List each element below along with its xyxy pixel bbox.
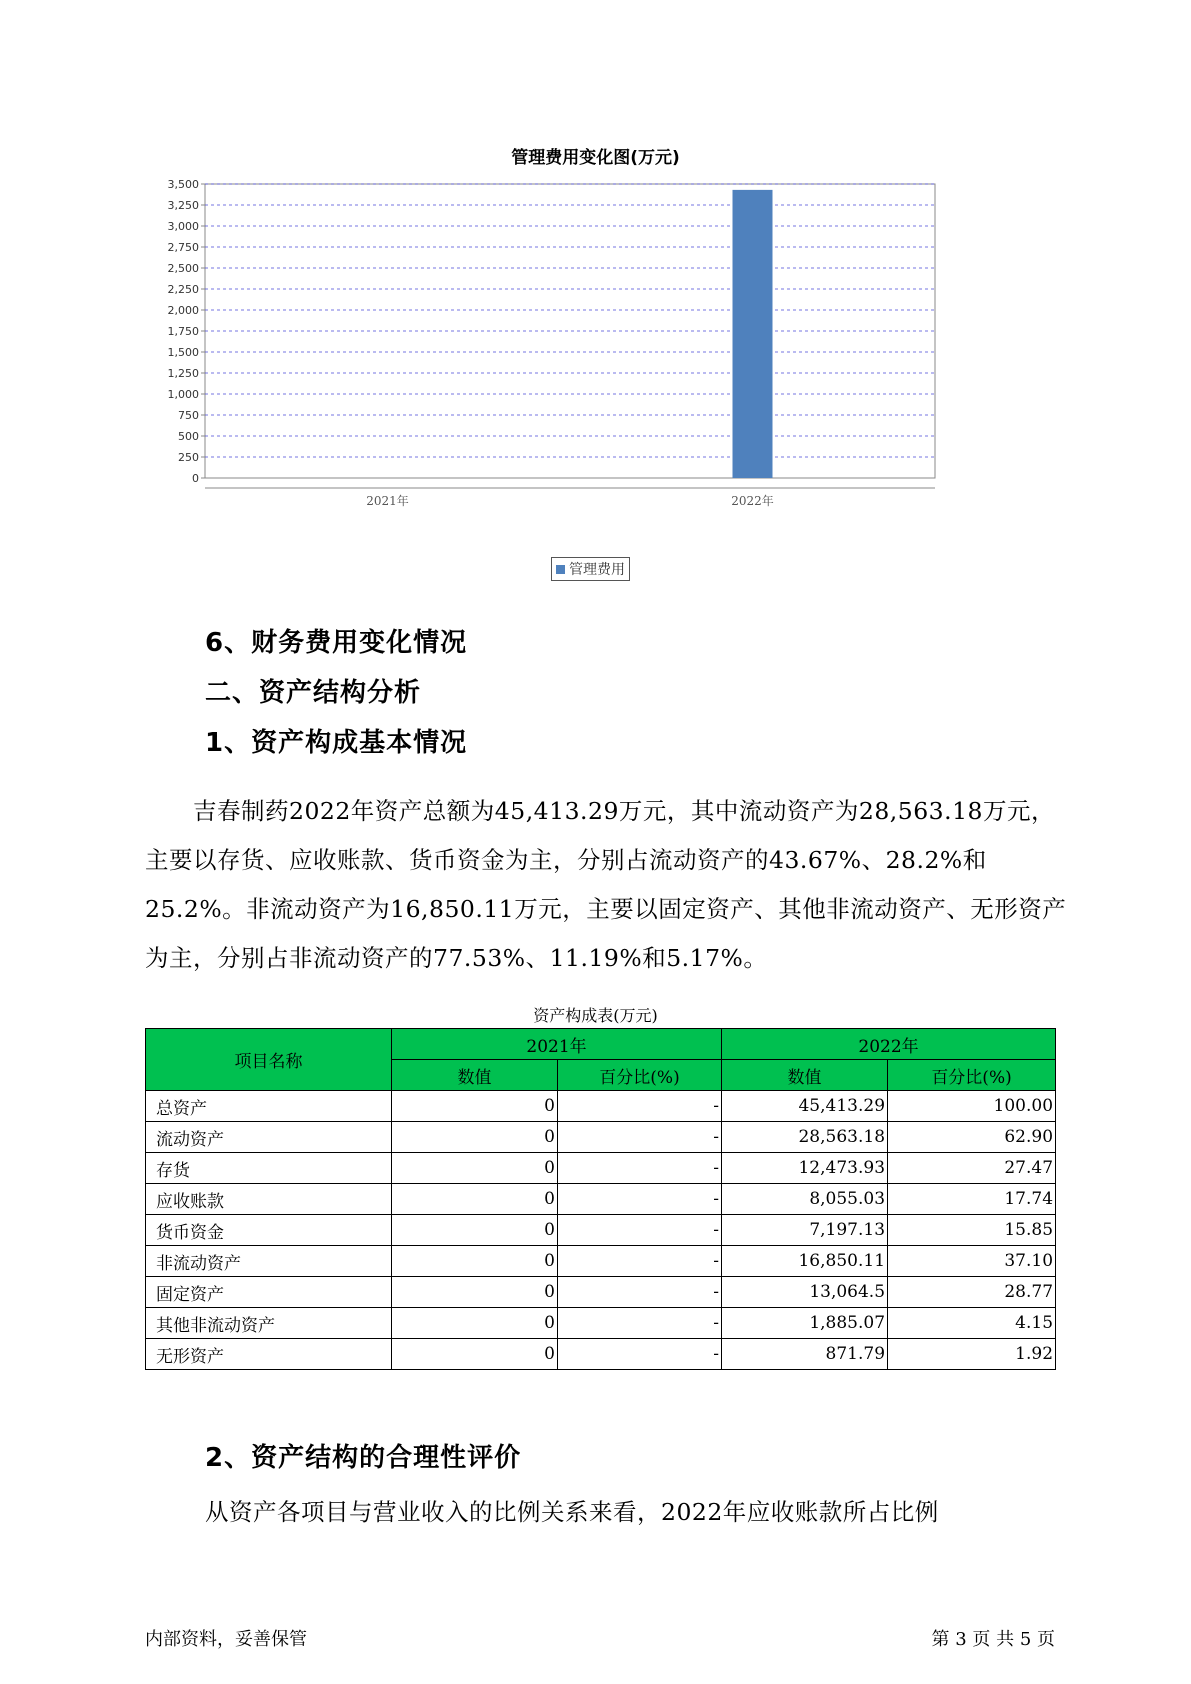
table-row bbox=[146, 1215, 1056, 1246]
row-name: 其他非流动资产 bbox=[146, 1308, 392, 1339]
heading-finance-expense: 6、财务费用变化情况 bbox=[205, 628, 468, 658]
y-tick-label: 2,750 bbox=[167, 241, 199, 254]
row-name: 总资产 bbox=[146, 1091, 392, 1122]
value-2021: 0 bbox=[392, 1153, 558, 1184]
paragraph-text: 从资产各项目与营业收入的比例关系来看，2022年应收账款所占比例 bbox=[205, 1498, 939, 1526]
value-2022: 45,413.29 bbox=[722, 1091, 888, 1122]
asset-table bbox=[145, 1028, 1056, 1370]
table-row bbox=[146, 1122, 1056, 1153]
table-row bbox=[146, 1184, 1056, 1215]
pct-2022: 28.77 bbox=[888, 1277, 1056, 1308]
paragraph-ratio bbox=[145, 1488, 1075, 1537]
header-pct-2021: 百分比(%) bbox=[558, 1060, 722, 1091]
header-year-2022: 2022年 bbox=[722, 1029, 1056, 1060]
value-2021: 0 bbox=[392, 1246, 558, 1277]
paragraph-asset-summary bbox=[145, 787, 1075, 983]
pct-2021: - bbox=[558, 1277, 722, 1308]
x-tick-label: 2022年 bbox=[731, 494, 774, 508]
header-item-name: 项目名称 bbox=[146, 1029, 392, 1091]
table-row bbox=[146, 1091, 1056, 1122]
value-2022: 8,055.03 bbox=[722, 1184, 888, 1215]
value-2021: 0 bbox=[392, 1277, 558, 1308]
heading-asset-structure: 二、资产结构分析 bbox=[205, 678, 422, 708]
value-2021: 0 bbox=[392, 1122, 558, 1153]
row-name: 存货 bbox=[146, 1153, 392, 1184]
y-tick-label: 1,500 bbox=[167, 346, 199, 359]
pct-2022: 15.85 bbox=[888, 1215, 1056, 1246]
pct-2022: 1.92 bbox=[888, 1339, 1056, 1370]
header-value-2022: 数值 bbox=[722, 1060, 888, 1091]
row-name: 流动资产 bbox=[146, 1122, 392, 1153]
pct-2022: 17.74 bbox=[888, 1184, 1056, 1215]
asset-table-body bbox=[146, 1091, 1056, 1370]
bar-2022年 bbox=[733, 190, 773, 478]
heading-asset-composition: 1、资产构成基本情况 bbox=[205, 728, 468, 758]
x-tick-label: 2021年 bbox=[366, 494, 409, 508]
footer-confidential: 内部资料，妥善保管 bbox=[145, 1629, 307, 1650]
value-2021: 0 bbox=[392, 1308, 558, 1339]
y-tick-label: 1,250 bbox=[167, 367, 199, 380]
header-year-2021: 2021年 bbox=[392, 1029, 722, 1060]
row-name: 固定资产 bbox=[146, 1277, 392, 1308]
chart-title: 管理费用变化图(万元) bbox=[511, 148, 680, 168]
table-row bbox=[146, 1246, 1056, 1277]
y-tick-label: 0 bbox=[192, 472, 199, 485]
pct-2021: - bbox=[558, 1215, 722, 1246]
pct-2021: - bbox=[558, 1184, 722, 1215]
y-tick-label: 500 bbox=[178, 430, 199, 443]
pct-2021: - bbox=[558, 1308, 722, 1339]
table-row bbox=[146, 1308, 1056, 1339]
heading-asset-evaluation: 2、资产结构的合理性评价 bbox=[205, 1443, 522, 1473]
value-2021: 0 bbox=[392, 1339, 558, 1370]
value-2022: 871.79 bbox=[722, 1339, 888, 1370]
header-value-2021: 数值 bbox=[392, 1060, 558, 1091]
value-2022: 1,885.07 bbox=[722, 1308, 888, 1339]
row-name: 无形资产 bbox=[146, 1339, 392, 1370]
value-2021: 0 bbox=[392, 1215, 558, 1246]
pct-2022: 4.15 bbox=[888, 1308, 1056, 1339]
pct-2021: - bbox=[558, 1091, 722, 1122]
y-tick-label: 3,000 bbox=[167, 220, 199, 233]
y-tick-label: 750 bbox=[178, 409, 199, 422]
legend-label: 管理费用 bbox=[569, 562, 625, 578]
legend-swatch bbox=[556, 565, 565, 574]
pct-2021: - bbox=[558, 1339, 722, 1370]
y-tick-label: 1,000 bbox=[167, 388, 199, 401]
pct-2021: - bbox=[558, 1122, 722, 1153]
pct-2022: 100.00 bbox=[888, 1091, 1056, 1122]
y-tick-label: 2,250 bbox=[167, 283, 199, 296]
value-2022: 7,197.13 bbox=[722, 1215, 888, 1246]
value-2022: 13,064.5 bbox=[722, 1277, 888, 1308]
pct-2022: 62.90 bbox=[888, 1122, 1056, 1153]
pct-2022: 37.10 bbox=[888, 1246, 1056, 1277]
pct-2021: - bbox=[558, 1153, 722, 1184]
pct-2021: - bbox=[558, 1246, 722, 1277]
row-name: 非流动资产 bbox=[146, 1246, 392, 1277]
header-pct-2022: 百分比(%) bbox=[888, 1060, 1056, 1091]
y-tick-label: 2,000 bbox=[167, 304, 199, 317]
y-tick-label: 250 bbox=[178, 451, 199, 464]
value-2021: 0 bbox=[392, 1091, 558, 1122]
y-tick-label: 3,250 bbox=[167, 199, 199, 212]
footer-page-number: 第 3 页 共 5 页 bbox=[931, 1629, 1055, 1650]
table-row bbox=[146, 1153, 1056, 1184]
bar-chart bbox=[150, 178, 1020, 563]
y-tick-label: 3,500 bbox=[167, 178, 199, 191]
table-row bbox=[146, 1339, 1056, 1370]
y-tick-label: 2,500 bbox=[167, 262, 199, 275]
value-2021: 0 bbox=[392, 1184, 558, 1215]
value-2022: 12,473.93 bbox=[722, 1153, 888, 1184]
table-row bbox=[146, 1277, 1056, 1308]
value-2022: 16,850.11 bbox=[722, 1246, 888, 1277]
row-name: 应收账款 bbox=[146, 1184, 392, 1215]
chart-legend bbox=[551, 557, 630, 581]
y-tick-label: 1,750 bbox=[167, 325, 199, 338]
row-name: 货币资金 bbox=[146, 1215, 392, 1246]
value-2022: 28,563.18 bbox=[722, 1122, 888, 1153]
table-caption: 资产构成表(万元) bbox=[533, 1006, 658, 1025]
pct-2022: 27.47 bbox=[888, 1153, 1056, 1184]
paragraph-text: 吉春制药2022年资产总额为45,413.29万元，其中流动资产为28,563.18万元，主要以存货、应收账款、货币资金为主，分别占流动资产的43.67%、28.2%和25.2%。非流动资产为16,850.11万元，主要以固定资产、其他非流动资产、无形资产为主，分别占非流动资产的77.53%、11.19%和5.17%。 bbox=[145, 797, 1067, 972]
